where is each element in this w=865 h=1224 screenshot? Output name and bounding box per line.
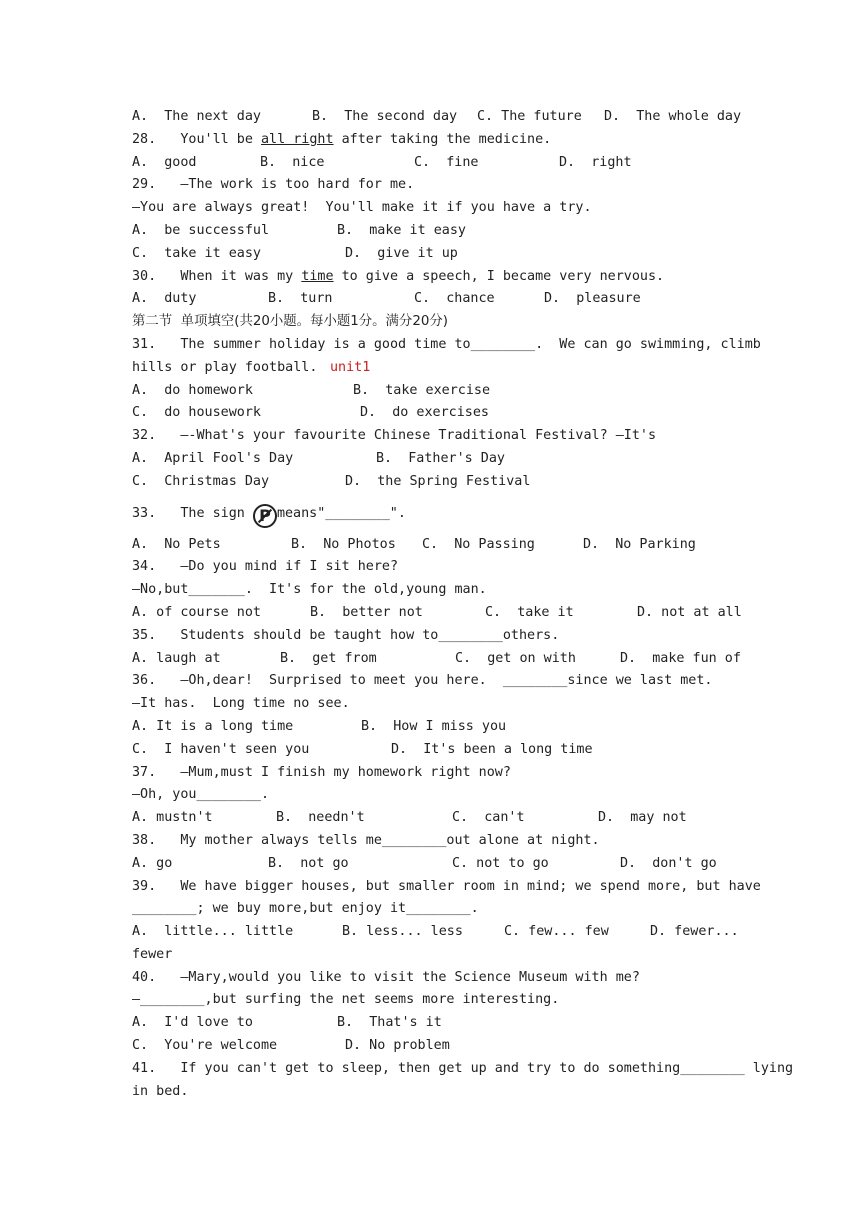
q31-question: 31. The summer holiday is a good time to________. We can go swimming, climb bbox=[132, 336, 761, 352]
q39-option-b: B. less... less bbox=[342, 924, 463, 940]
q32-option-b: B. Father's Day bbox=[376, 450, 505, 466]
q35-option-b: B. get from bbox=[280, 650, 377, 666]
q30-option-a: A. duty bbox=[132, 291, 197, 307]
q38-option-d: D. don't go bbox=[620, 855, 717, 871]
q30-text-post: to give a speech, I became very nervous. bbox=[333, 268, 665, 284]
q31-option-b: B. take exercise bbox=[353, 382, 491, 398]
no-parking-sign-icon: P bbox=[253, 504, 277, 528]
q37-option-c: C. can't bbox=[452, 810, 525, 826]
q35-option-a: A. laugh at bbox=[132, 650, 221, 666]
q29-option-b: B. make it easy bbox=[337, 222, 466, 238]
q39-options bbox=[132, 921, 742, 944]
q33-option-b: B. No Photos bbox=[291, 536, 396, 552]
q40-option-d: D. No problem bbox=[345, 1038, 450, 1054]
q27-option-d: D. The whole day bbox=[604, 109, 742, 124]
q29-option-a: A. be successful bbox=[132, 222, 270, 238]
q41-question: 41. If you can't get to sleep, then get up and try to do something________ lying bbox=[132, 1060, 794, 1076]
q30-option-d: D. pleasure bbox=[544, 291, 641, 307]
q40-option-c: C. You're welcome bbox=[132, 1038, 278, 1054]
q34-question: 34. —Do you mind if I sit here? bbox=[132, 559, 399, 575]
q40-options-cd bbox=[132, 1035, 742, 1058]
q28-text-pre: 28. You'll be bbox=[132, 131, 261, 147]
q40-question: 40. —Mary,would you like to visit the Science Museum with me? bbox=[132, 969, 640, 985]
q32-option-c: C. Christmas Day bbox=[132, 473, 270, 489]
q37-question: 37. —Mum,must I finish my homework right now? bbox=[132, 764, 511, 780]
q30-text-pre: 30. When it was my bbox=[132, 268, 302, 284]
q27-option-a: A. The next day bbox=[132, 109, 261, 124]
q34-options bbox=[132, 602, 742, 625]
q40-reply: —________,but surfing the net seems more interesting. bbox=[132, 992, 560, 1008]
q40-options-ab bbox=[132, 1012, 742, 1035]
q31-option-d: D. do exercises bbox=[360, 405, 489, 421]
q39-option-a: A. little... little bbox=[132, 924, 294, 940]
q37-options bbox=[132, 807, 742, 830]
q36-option-b: B. How I miss you bbox=[361, 718, 507, 734]
q31-option-c: C. do housework bbox=[132, 405, 261, 421]
q31-unit-note: unit1 bbox=[330, 359, 371, 375]
q28-text-post: after taking the medicine. bbox=[333, 131, 552, 147]
q33-option-d: D. No Parking bbox=[583, 536, 696, 552]
q32-question: 32. —-What's your favourite Chinese Traditional Festival? —It's bbox=[132, 428, 657, 444]
q36-question: 36. —Oh,dear! Surprised to meet you here. ________since we last met. bbox=[132, 673, 713, 689]
q31-options-ab bbox=[132, 380, 742, 403]
section-title: 第二节 单项填空(共20小题。每小题1分。满分20分) bbox=[132, 314, 448, 330]
q39-option-d: D. fewer... bbox=[650, 924, 739, 940]
q32-options-ab bbox=[132, 448, 742, 471]
q39-question-cont: ________; we buy more,but enjoy it________. bbox=[132, 901, 479, 917]
q37-option-a: A. mustn't bbox=[132, 810, 213, 826]
q38-option-c: C. not to go bbox=[452, 855, 549, 871]
q28-underlined: all right bbox=[261, 131, 334, 147]
q28-option-a: A. good bbox=[132, 154, 197, 170]
q38-option-b: B. not go bbox=[268, 855, 349, 871]
q40-option-a: A. I'd love to bbox=[132, 1015, 253, 1031]
q34-option-b: B. better not bbox=[310, 604, 423, 620]
q32-options-cd bbox=[132, 471, 742, 494]
q28-option-d: D. right bbox=[559, 154, 632, 170]
q30-option-b: B. turn bbox=[268, 291, 333, 307]
q35-question: 35. Students should be taught how to________others. bbox=[132, 627, 560, 643]
q36-reply: —It has. Long time no see. bbox=[132, 696, 350, 712]
q33-option-a: A. No Pets bbox=[132, 536, 221, 552]
q34-option-c: C. take it bbox=[485, 604, 574, 620]
q29-options-ab bbox=[132, 220, 742, 243]
q34-option-a: A. of course not bbox=[132, 604, 261, 620]
q30-underlined: time bbox=[301, 268, 334, 284]
q33-option-c: C. No Passing bbox=[422, 536, 535, 552]
q27-options bbox=[132, 106, 742, 129]
exam-content bbox=[132, 106, 794, 1103]
q36-option-c: C. I haven't seen you bbox=[132, 741, 310, 757]
q30-options bbox=[132, 288, 742, 311]
q30-question bbox=[132, 266, 742, 289]
q29-options-cd bbox=[132, 243, 742, 266]
q34-option-d: D. not at all bbox=[637, 604, 742, 620]
q27-option-c: C. The future bbox=[477, 109, 582, 124]
q37-option-b: B. needn't bbox=[276, 810, 365, 826]
q28-question bbox=[132, 129, 742, 152]
q37-reply: —Oh, you________. bbox=[132, 787, 270, 803]
q35-option-d: D. make fun of bbox=[620, 650, 741, 666]
q39-question: 39. We have bigger houses, but smaller room in mind; we spend more, but have bbox=[132, 878, 761, 894]
q28-option-b: B. nice bbox=[260, 154, 325, 170]
q38-options bbox=[132, 853, 742, 876]
q32-option-d: D. the Spring Festival bbox=[345, 473, 531, 489]
q33-options bbox=[132, 534, 742, 557]
q30-option-c: C. chance bbox=[414, 291, 495, 307]
q29-question: 29. —The work is too hard for me. bbox=[132, 177, 415, 193]
q36-options-ab bbox=[132, 716, 742, 739]
q41-question-cont: in bed. bbox=[132, 1083, 189, 1099]
q34-reply: —No,but_______. It's for the old,young man. bbox=[132, 582, 487, 598]
q37-option-d: D. may not bbox=[598, 810, 687, 826]
q29-option-c: C. take it easy bbox=[132, 245, 261, 261]
q31-option-a: A. do homework bbox=[132, 382, 253, 398]
q38-option-a: A. go bbox=[132, 855, 173, 871]
q31-options-cd bbox=[132, 402, 742, 425]
q36-options-cd bbox=[132, 739, 742, 762]
q39-option-d-cont: fewer bbox=[132, 946, 173, 962]
q29-option-d: D. give it up bbox=[345, 245, 458, 261]
q28-option-c: C. fine bbox=[414, 154, 479, 170]
q36-option-d: D. It's been a long time bbox=[391, 741, 593, 757]
q31-question-cont: hills or play football. unit1 bbox=[132, 357, 742, 380]
q32-option-a: A. April Fool's Day bbox=[132, 450, 294, 466]
q38-question: 38. My mother always tells me________out alone at night. bbox=[132, 832, 600, 848]
q29-reply: —You are always great! You'll make it if you have a try. bbox=[132, 200, 592, 216]
q33-question: 33. The sign P means"________". bbox=[132, 494, 742, 534]
q35-options bbox=[132, 648, 742, 671]
q39-option-c: C. few... few bbox=[504, 924, 609, 940]
q40-option-b: B. That's it bbox=[337, 1015, 442, 1031]
q28-options bbox=[132, 152, 742, 175]
q36-option-a: A. It is a long time bbox=[132, 718, 294, 734]
q27-option-b: B. The second day bbox=[312, 109, 458, 124]
q35-option-c: C. get on with bbox=[455, 650, 576, 666]
